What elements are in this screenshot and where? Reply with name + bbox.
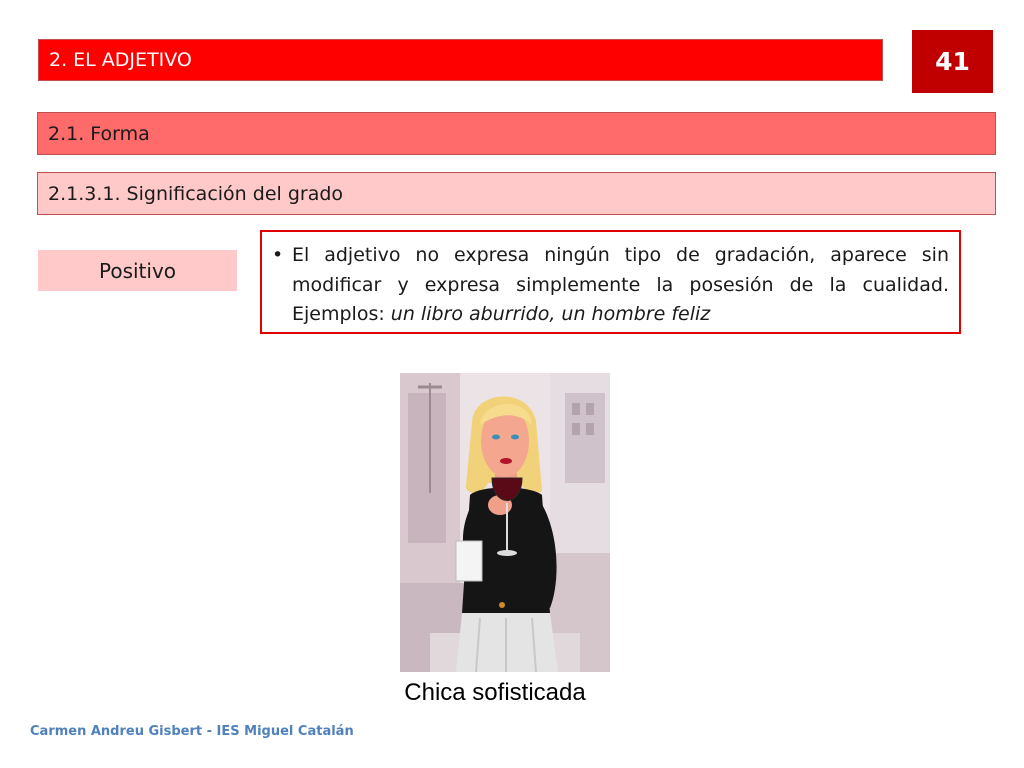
- page-number-badge: [912, 30, 993, 93]
- sub-subsection-bar: [37, 172, 996, 215]
- bullet-icon: •: [272, 244, 284, 266]
- degree-description-box: [260, 230, 961, 334]
- degree-examples: un libro aburrido, un hombre feliz: [390, 303, 711, 325]
- woman-with-wine-glass-illustration: [400, 373, 610, 672]
- degree-label: Positivo: [98, 258, 177, 283]
- section-title: 2. EL ADJETIVO: [49, 49, 192, 71]
- subsection-bar: [37, 112, 996, 155]
- degree-label-box: [38, 250, 237, 291]
- sub-subsection-title: 2.1.3.1. Significación del grado: [48, 182, 344, 205]
- image-caption: Chica sofisticada: [404, 679, 586, 706]
- footer-author: Carmen Andreu Gisbert - IES Miguel Catalán: [30, 724, 354, 739]
- subsection-title: 2.1. Forma: [48, 122, 150, 145]
- illustration-image: [400, 373, 610, 672]
- degree-description: El adjetivo no expresa ningún tipo de gradación, aparece sin modificar y expresa simplemente la posesión de la cualidad. Ejemplos:: [292, 244, 949, 325]
- page-number: 41: [935, 47, 970, 76]
- section-title-bar: [38, 39, 883, 81]
